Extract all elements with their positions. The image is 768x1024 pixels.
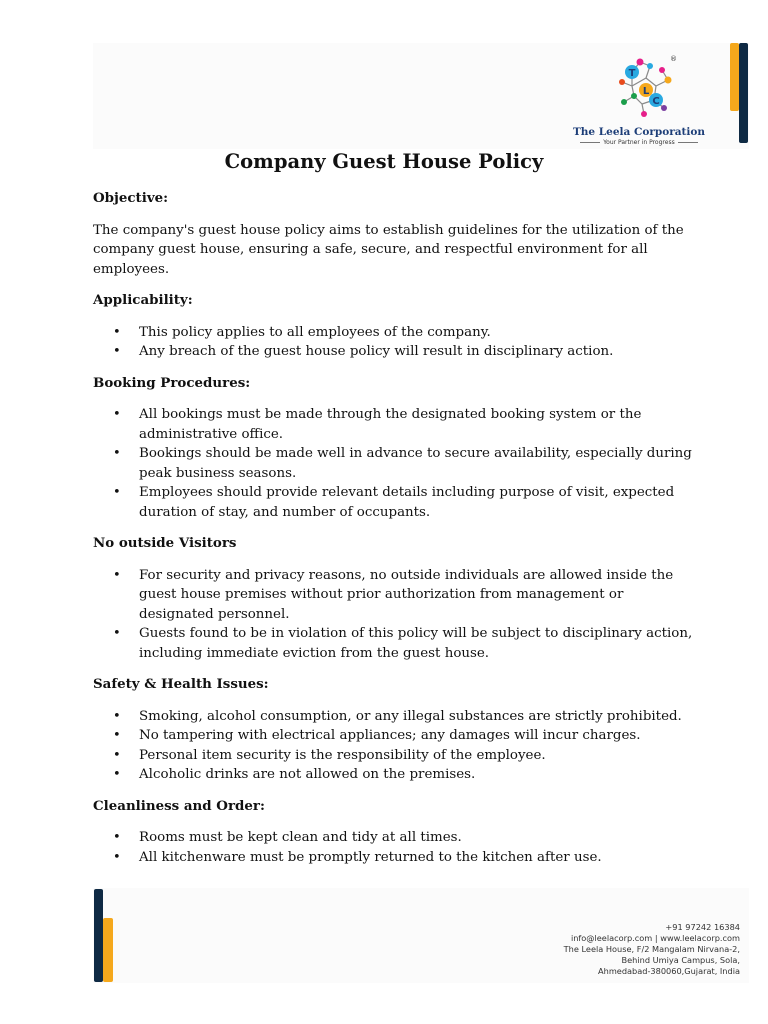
footer-accent-bar-orange — [103, 918, 113, 982]
bullet-icon: • — [113, 728, 121, 743]
bullet-icon: • — [113, 567, 121, 583]
header-accent-bar-navy — [739, 43, 748, 143]
bullet-icon: • — [113, 708, 121, 724]
bullet-icon: • — [113, 626, 121, 641]
footer-phone: +91 97242 16384 — [665, 922, 740, 932]
list-item — [93, 726, 693, 746]
list-item-text: No tampering with electrical appliances; any damages will incur charges. — [139, 728, 641, 743]
bullet-icon: • — [113, 767, 121, 782]
bullet-icon: • — [113, 324, 121, 340]
page-title: Company Guest House Policy — [224, 150, 544, 173]
bullet-icon: • — [113, 747, 121, 763]
list-item-text: Any breach of the guest house policy will result in disciplinary action. — [139, 344, 614, 359]
company-logo — [568, 52, 710, 150]
section-heading-applicability: Applicability: — [93, 292, 193, 308]
logo-company-name: The Leela Corporation — [572, 126, 706, 138]
list-item — [93, 444, 693, 483]
bullet-icon: • — [113, 485, 121, 500]
list-item — [93, 566, 693, 625]
section-heading-objective: Objective: — [93, 190, 169, 206]
footer-address-line: Behind Umiya Campus, Sola, — [621, 955, 740, 965]
list-item-text: Rooms must be kept clean and tidy at all times. — [139, 830, 462, 845]
list-item — [93, 848, 693, 868]
section-heading-safety: Safety & Health Issues: — [93, 676, 269, 692]
bullet-icon: • — [113, 830, 121, 845]
logo-letter-l: L — [642, 86, 650, 97]
footer-contact-block — [564, 922, 740, 977]
list-item-text: Personal item security is the responsibility of the employee. — [139, 747, 546, 763]
footer-accent-bar-navy — [94, 889, 103, 982]
list-item — [93, 746, 693, 766]
bullet-icon: • — [113, 344, 121, 359]
list-item — [93, 323, 693, 343]
section-heading-booking: Booking Procedures: — [93, 374, 251, 391]
header-accent-bar-orange — [730, 43, 739, 111]
bullet-icon: • — [113, 446, 121, 461]
logo-letter-t: T — [628, 68, 636, 79]
list-item-text: Alcoholic drinks are not allowed on the premises. — [139, 767, 476, 782]
registered-mark: ® — [670, 55, 677, 63]
list-item — [93, 342, 693, 362]
objective-text: The company's guest house policy aims to establish guidelines for the utilization of the company guest house, ensuring a safe, secure, and respectful environment for all employees. — [93, 222, 684, 277]
bullet-icon: • — [113, 849, 121, 865]
molecule-logo-icon — [594, 52, 684, 122]
logo-tagline: Your Partner in Progress — [568, 139, 710, 146]
list-item-text: All bookings must be made through the designated booking system or the administrative office. — [139, 407, 642, 442]
list-item — [93, 707, 693, 727]
list-item-text: Bookings should be made well in advance to secure availability, especially during peak business seasons. — [139, 446, 692, 481]
safety-list — [93, 707, 693, 785]
footer-address-line: The Leela House, F/2 Mangalam Nirvana-2, — [563, 944, 740, 954]
list-item-text: All kitchenware must be promptly returned to the kitchen after use. — [139, 849, 602, 865]
list-item-text: Smoking, alcohol consumption, or any illegal substances are strictly prohibited. — [139, 708, 682, 724]
section-heading-cleanliness: Cleanliness and Order: — [93, 797, 265, 814]
section-heading-visitors: No outside Visitors — [93, 535, 237, 551]
logo-letter-c: C — [652, 96, 660, 107]
list-item — [93, 765, 693, 785]
list-item — [93, 828, 693, 848]
booking-list — [93, 405, 693, 522]
policy-body — [93, 189, 693, 879]
list-item-text: This policy applies to all employees of the company. — [139, 324, 491, 340]
footer-email-website: info@leelacorp.com | www.leelacorp.com — [570, 933, 740, 943]
list-item — [93, 405, 693, 444]
cleanliness-list — [93, 828, 693, 867]
visitors-list — [93, 566, 693, 664]
list-item — [93, 624, 693, 663]
list-item-text: For security and privacy reasons, no outside individuals are allowed inside the guest house premises without prior authorization from management or designated personnel. — [139, 567, 674, 622]
footer-address-line: Ahmedabad-380060,Gujarat, India — [598, 966, 740, 976]
bullet-icon: • — [113, 407, 121, 422]
list-item-text: Employees should provide relevant details including purpose of visit, expected duration of stay, and number of occupants. — [139, 485, 675, 520]
list-item — [93, 483, 693, 522]
list-item-text: Guests found to be in violation of this policy will be subject to disciplinary action, including immediate eviction from the guest house. — [139, 626, 693, 661]
applicability-list — [93, 323, 693, 362]
